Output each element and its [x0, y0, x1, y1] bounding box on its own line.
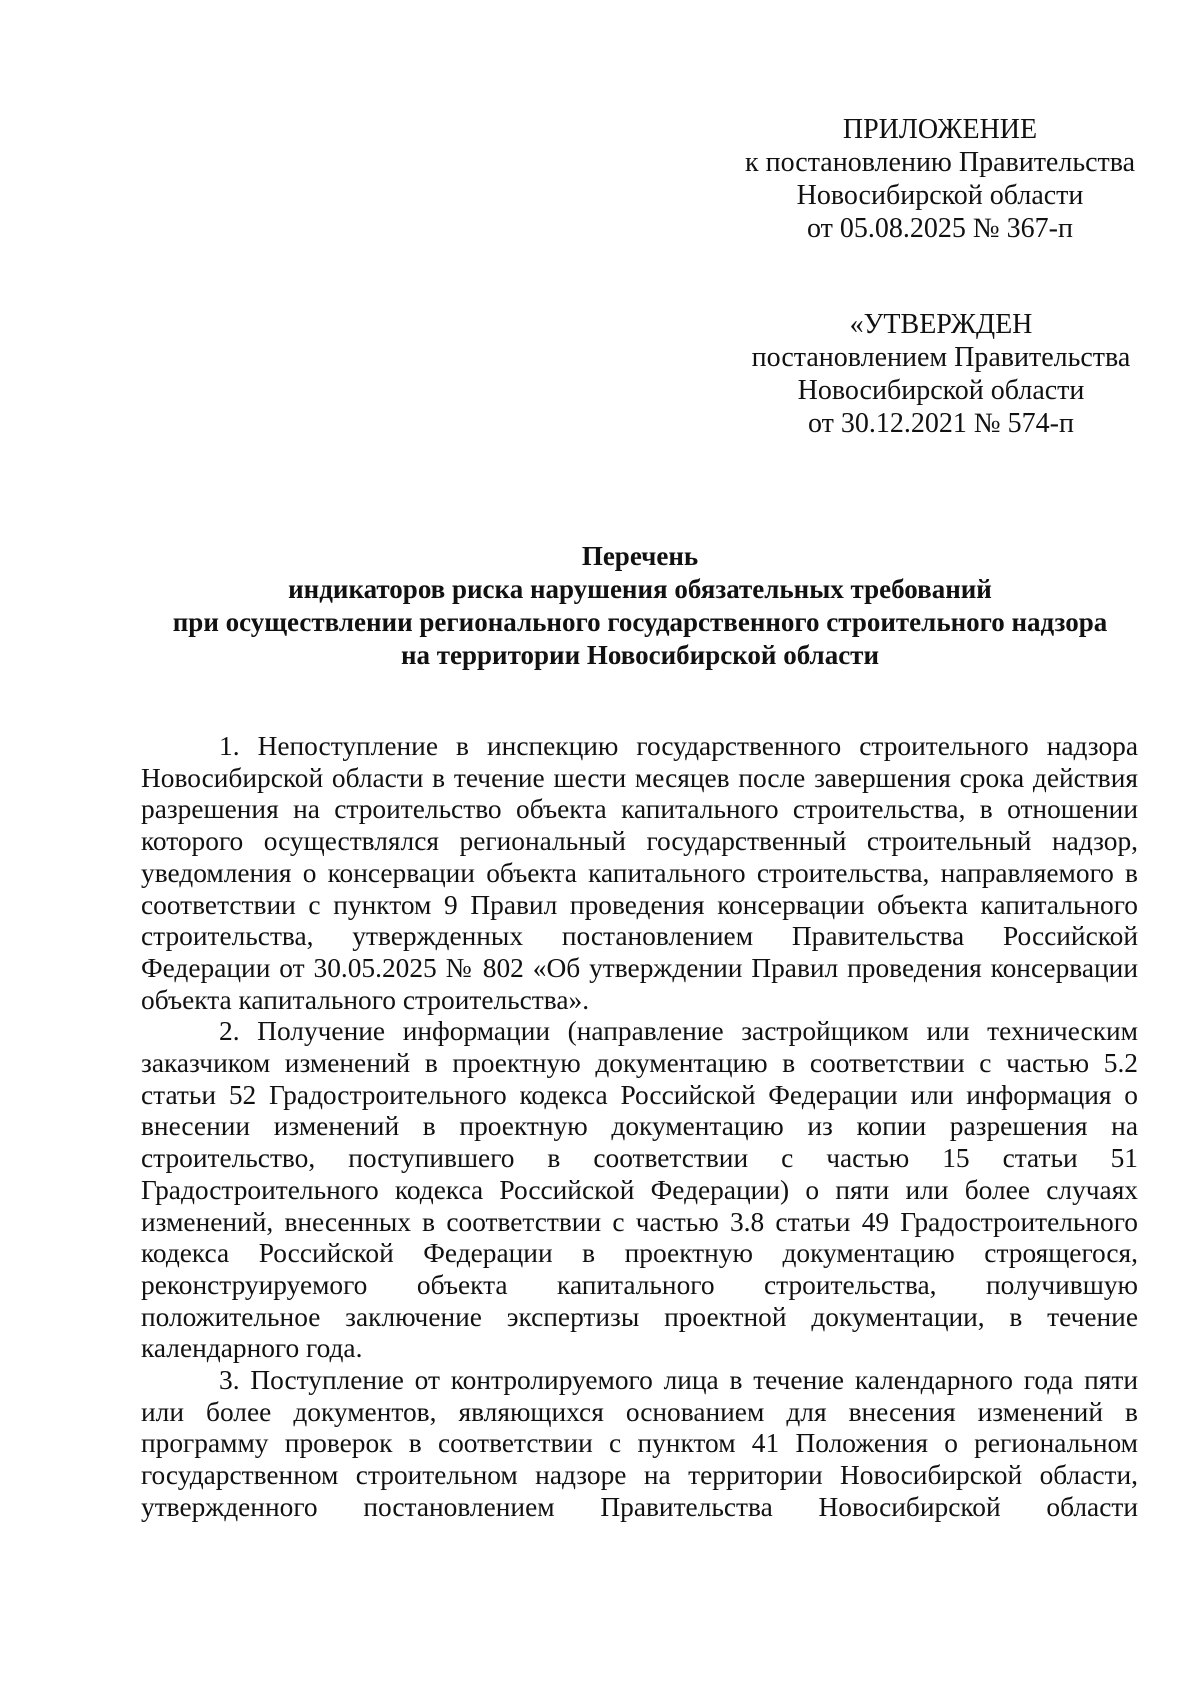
- title-line: при осуществлении регионального государственного строительного надзора: [172, 607, 1108, 637]
- document-body: [141, 731, 1138, 1524]
- appendix-date-number: от 05.08.2025 № 367-п: [807, 213, 1073, 244]
- document-title: [140, 540, 1140, 672]
- title-line: Перечень: [581, 541, 699, 571]
- appendix-region-line: Новосибирской области: [796, 180, 1084, 211]
- title-line: индикаторов риска нарушения обязательных требований: [288, 574, 992, 604]
- approved-label: «УТВЕРЖДЕН: [849, 309, 1033, 340]
- appendix-label: ПРИЛОЖЕНИЕ: [842, 114, 1038, 145]
- appendix-header: [745, 113, 1135, 245]
- title-line: на территории Новосибирской области: [400, 640, 880, 670]
- approved-resolution-line: постановлением Правительства: [751, 342, 1131, 373]
- list-item-2: 2. Получение информации (направление застройщиком или техническим заказчиком изменений в проектную документацию в соответствии с частью 5.2 статьи 52 Градостроительного кодекса Российской Федерации или информация о внесении изменений в проектную документацию из копии разрешения на строительство, поступившего в соответствии с частью 15 статьи 51 Градостроительного кодекса Российской Федерации) о пяти или более случаях изменений, внесенных в соответствии с частью 3.8 статьи 49 Градостроительного кодекса Российской Федерации в проектную документацию строящегося, реконструируемого объекта капитального строительства, получившую положительное заключение экспертизы проектной документации, в течение календарного года.: [141, 1016, 1138, 1364]
- approval-stamp: [738, 308, 1144, 440]
- list-item-1: 1. Непоступление в инспекцию государственного строительного надзора Новосибирской области в течение шести месяцев после завершения срока действия разрешения на строительство объекта капитального строительства, в отношении которого осуществлялся региональный государственный строительный надзор, уведомления о консервации объекта капитального строительства, направляемого в соответствии с пунктом 9 Правил проведения консервации объекта капитального строительства, утвержденных постановлением Правительства Российской Федерации от 30.05.2025 № 802 «Об утверждении Правил проведения консервации объекта капитального строительства».: [141, 731, 1138, 1015]
- list-item-3: 3. Поступление от контролируемого лица в течение календарного года пяти или более документов, являющихся основанием для внесения изменений в программу проверок в соответствии с пунктом 41 Положения о региональном государственном строительном надзоре на территории Новосибирской области, утвержденного постановлением Правительства Новосибирской области: [141, 1365, 1138, 1522]
- appendix-resolution-line: к постановлению Правительства: [745, 147, 1136, 178]
- approved-date-number: от 30.12.2021 № 574-п: [808, 408, 1074, 439]
- approved-region-line: Новосибирской области: [797, 375, 1085, 406]
